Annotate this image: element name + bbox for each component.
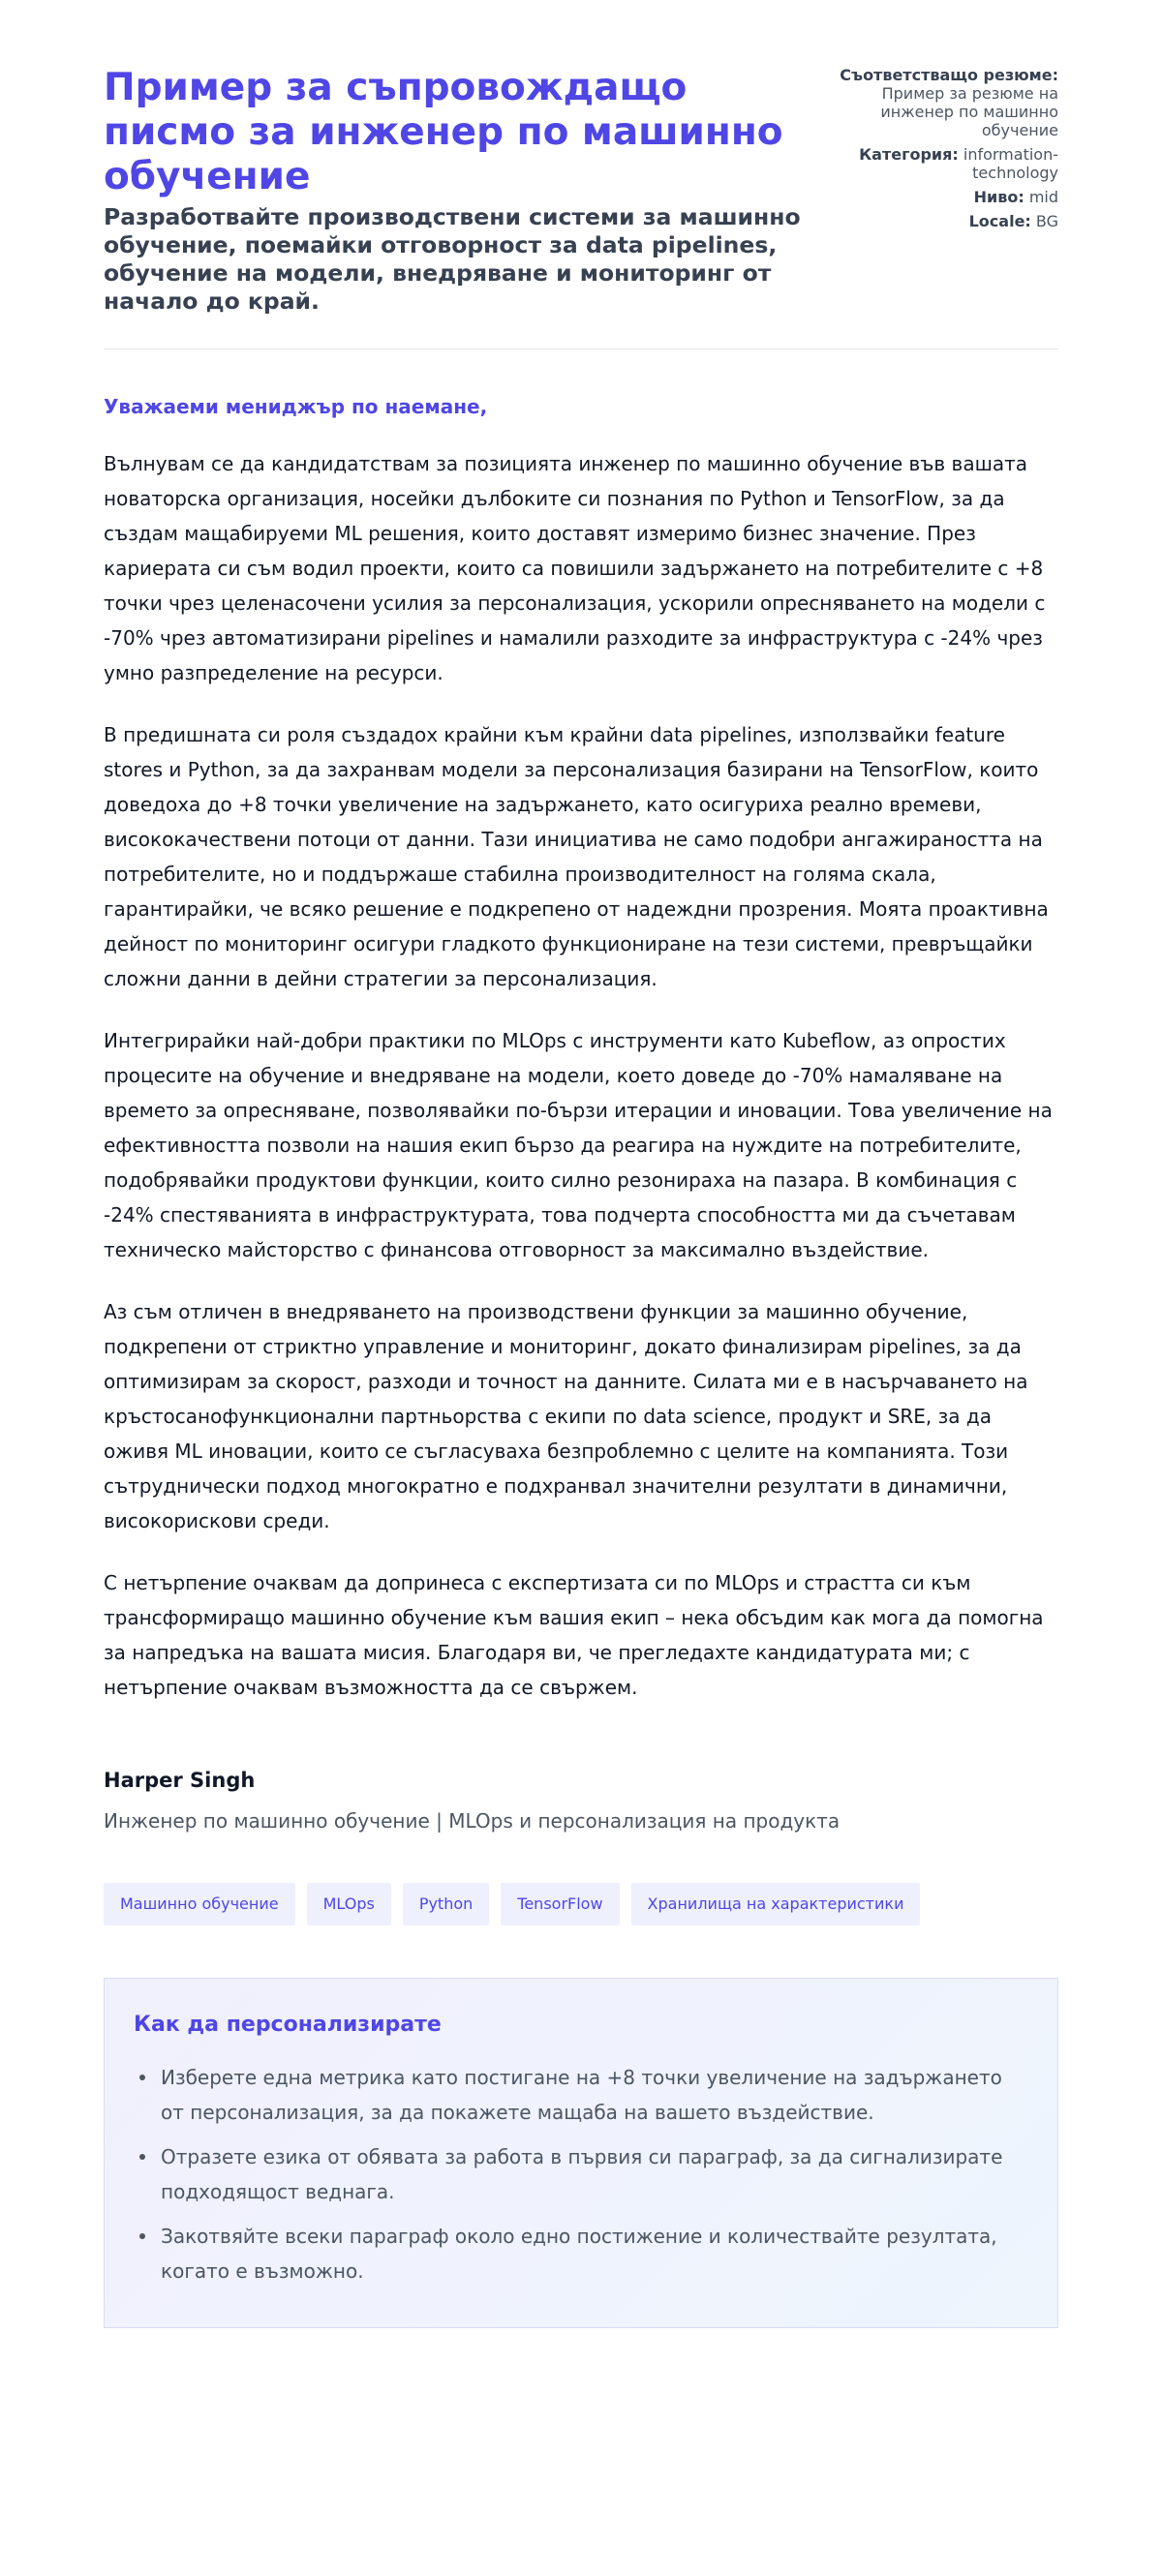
page-header — [104, 66, 1058, 349]
tips-item: Отразете езика от обявата за работа в първия си параграф, за да сигнализирате подходящост веднага. — [161, 2139, 1028, 2209]
page-subtitle: Разработвайте производствени системи за машинно обучение, поемайки отговорност за data pipelines, обучение на модели, внедряване и мониторинг от начало до край. — [104, 203, 801, 315]
tips-list — [134, 2060, 1028, 2288]
tag-chip: TensorFlow — [501, 1883, 619, 1925]
meta-level — [836, 188, 1058, 206]
tips-panel — [104, 1978, 1058, 2328]
meta-category-key: Категория: — [859, 145, 959, 164]
meta-locale-key: Locale: — [968, 212, 1031, 230]
tag-chip: Машинно обучение — [104, 1883, 295, 1925]
tag-list — [104, 1883, 1058, 1925]
signature-title: Инженер по машинно обучение | MLOps и персонализация на продукта — [104, 1809, 841, 1833]
header-titles — [104, 66, 810, 316]
tips-item: Закотвяйте всеки параграф около едно постижение и количествайте резултата, когато е възможно. — [161, 2219, 1028, 2288]
letter-paragraph: В предишната си роля създадох крайни към крайни data pipelines, използвайки feature stores и Python, за да захранвам модели за персонализация базирани на TensorFlow, които доведоха до +8 точки увеличение на задържането, като осигуриха реално времеви, висококачествени потоци от данни. Тази инициатива не само подобри ангажираността на потребителите, но и поддържаше стабилна производителност на голяма скала, гарантирайки, че всяко решение е подкрепено от надеждни прозрения. Моята проактивна дейност по мониторинг осигури гладкото функциониране на тези системи, превръщайки сложни данни в дейни стратегии за персонализация. — [104, 723, 1049, 990]
letter-paragraph: Аз съм отличен в внедряването на производствени функции за машинно обучение, подкрепени от стриктно управление и мониторинг, докато финализирам pipelines, за да оптимизирам за скорост, разходи и точност на данните. Силата ми е в насърчаването на кръстосанофункционални партньорства с екипи по data science, продукт и SRE, за да оживя ML иновации, които се съгласуваха безпроблемно с целите на компанията. Този сътруднически подход многократно е подхранвал значителни резултати в динамични, високорискови среди. — [104, 1300, 1028, 1532]
tag-chip: Хранилища на характеристики — [631, 1883, 921, 1925]
salutation: Уважаеми мениджър по наемане, — [104, 395, 488, 418]
meta-level-key: Ниво: — [973, 188, 1024, 206]
meta-locale-value: BG — [1035, 212, 1058, 230]
signature-name: Harper Singh — [104, 1769, 256, 1792]
meta-level-value: mid — [1028, 188, 1058, 206]
meta-category-value: information-technology — [963, 145, 1058, 182]
letter-paragraph: Вълнувам се да кандидатствам за позицията инженер по машинно обучение във вашата новаторска организация, носейки дълбоките си познания по Python и TensorFlow, за да създам мащабируеми ML решения, които доставят измеримо бизнес значение. През кариерата си съм водил проекти, които са повишили задържането на потребителите с +8 точки чрез целенасочени усилия за персонализация, ускорили опресняването на модели с -70% чрез автоматизирани pipelines и намалили разходите за инфраструктура с -24% чрез умно разпределение на ресурси. — [104, 452, 1046, 684]
letter-body — [104, 394, 1058, 1834]
tag-chip: Python — [403, 1883, 489, 1925]
tag-chip: MLOps — [307, 1883, 391, 1925]
meta-panel — [836, 66, 1058, 236]
tips-title: Как да персонализирате — [134, 2013, 442, 2037]
meta-locale — [836, 212, 1058, 230]
page-title: Пример за съпровождащо писмо за инженер по машинно обучение — [104, 66, 783, 198]
letter-paragraph: С нетърпение очаквам да допринеса с експертизата си по MLOps и страстта си към трансформиращо машинно обучение към вашия екип – нека обсъдим как мога да помогна за напредъка на вашата мисия. Благодаря ви, че прегледахте кандидатурата ми; с нетърпение очаквам възможността да се свържем. — [104, 1571, 1044, 1699]
letter-paragraph: Интегрирайки най-добри практики по MLOps с инструменти като Kubeflow, аз опростих процесите на обучение и внедряване на модели, което доведе до -70% намаляване на времето за опресняване, позволявайки по-бързи итерации и иновации. Това увеличение на ефективността позволи на нашия екип бързо да реагира на нуждите на потребителите, подобрявайки продуктови функции, които силно резонираха на пазара. В комбинация с -24% спестяванията в инфраструктурата, това подчерта способността ми да съчетавам техническо майсторство с финансова отговорност за максимално въздействие. — [104, 1029, 1053, 1261]
meta-resume — [836, 66, 1058, 139]
meta-resume-key: Съответстващо резюме: — [840, 66, 1058, 84]
meta-category — [836, 145, 1058, 182]
meta-resume-value: Пример за резюме на инженер по машинно обучение — [880, 84, 1058, 139]
tips-item: Изберете една метрика като постигане на +8 точки увеличение на задържането от персонализация, за да покажете мащаба на вашето въздействие. — [161, 2060, 1028, 2130]
